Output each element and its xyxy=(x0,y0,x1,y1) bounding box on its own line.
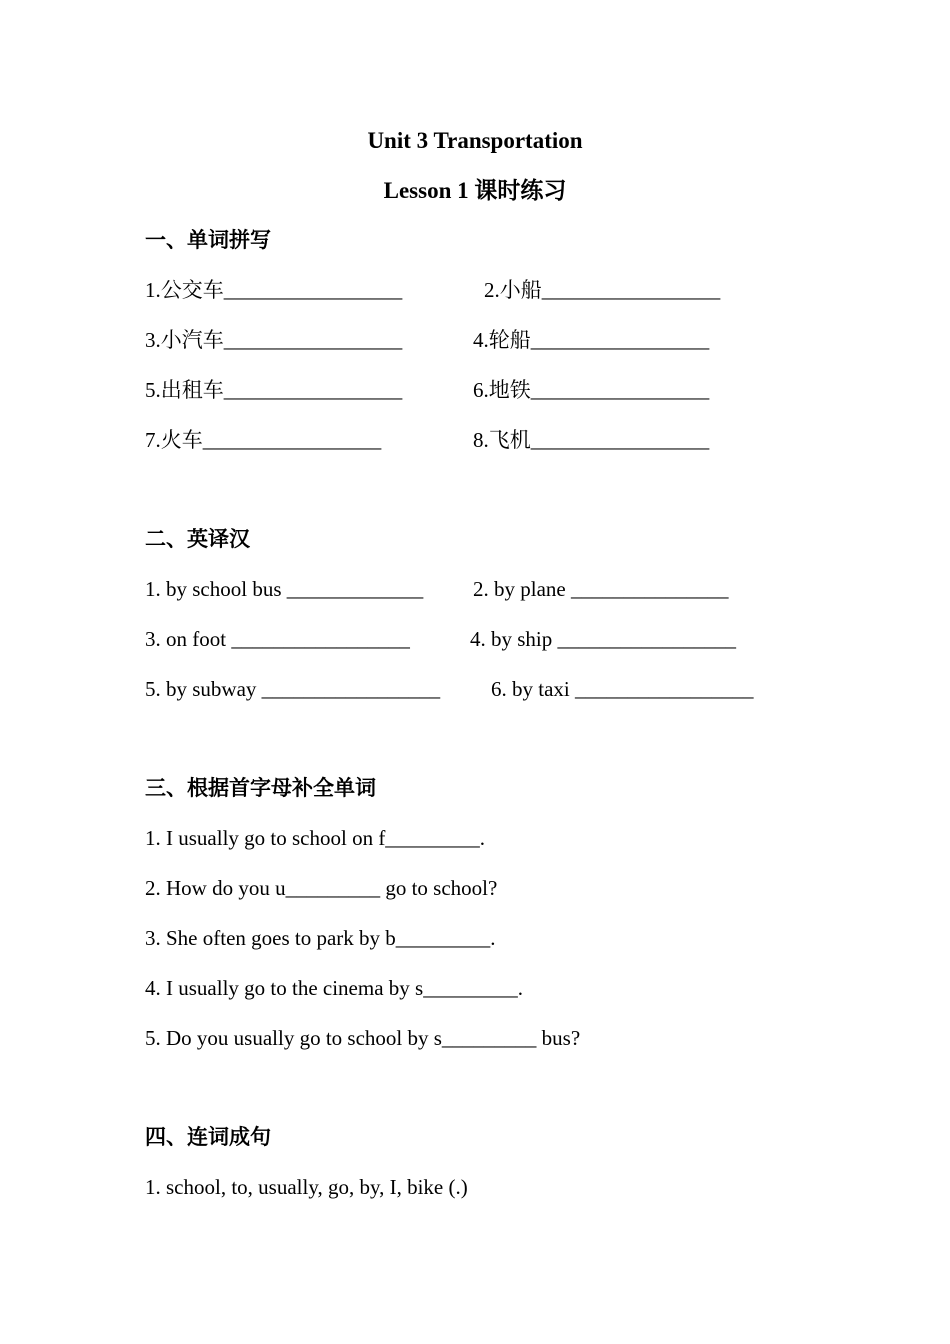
spelling-item-5: 5.出租车_________________ xyxy=(145,378,403,402)
translation-item-6: 6. by taxi _________________ xyxy=(491,677,754,701)
spelling-item-2: 2.小船_________________ xyxy=(484,278,721,302)
sentence-item-1: 1. school, to, usually, go, by, I, bike (.) xyxy=(145,1175,468,1199)
translation-item-5: 5. by subway _________________ xyxy=(145,677,441,701)
translation-item-4: 4. by ship _________________ xyxy=(470,627,737,651)
complete-item-4: 4. I usually go to the cinema by s_________. xyxy=(145,976,523,1000)
complete-item-1: 1. I usually go to school on f_________. xyxy=(145,826,486,850)
section-heading-spelling: 一、单词拼写 xyxy=(145,228,271,252)
spelling-item-7: 7.火车_________________ xyxy=(145,428,382,452)
page-subtitle: Lesson 1 课时练习 xyxy=(383,178,567,203)
translation-item-3: 3. on foot _________________ xyxy=(145,627,410,651)
complete-item-2: 2. How do you u_________ go to school? xyxy=(145,876,498,900)
section-heading-complete-words: 三、根据首字母补全单词 xyxy=(145,776,376,800)
spelling-item-4: 4.轮船_________________ xyxy=(473,328,710,352)
page-title: Unit 3 Transportation xyxy=(367,128,583,153)
complete-item-3: 3. She often goes to park by b_________. xyxy=(145,926,496,950)
section-heading-translation: 二、英译汉 xyxy=(145,527,250,551)
complete-item-5: 5. Do you usually go to school by s_________ bus? xyxy=(145,1026,581,1050)
section-heading-sentence-building: 四、连词成句 xyxy=(145,1125,271,1149)
spelling-item-6: 6.地铁_________________ xyxy=(473,378,710,402)
spelling-item-8: 8.飞机_________________ xyxy=(473,428,710,452)
spelling-item-3: 3.小汽车_________________ xyxy=(145,328,403,352)
translation-item-2: 2. by plane _______________ xyxy=(473,577,729,601)
translation-item-1: 1. by school bus _____________ xyxy=(145,577,424,601)
spelling-item-1: 1.公交车_________________ xyxy=(145,278,403,302)
